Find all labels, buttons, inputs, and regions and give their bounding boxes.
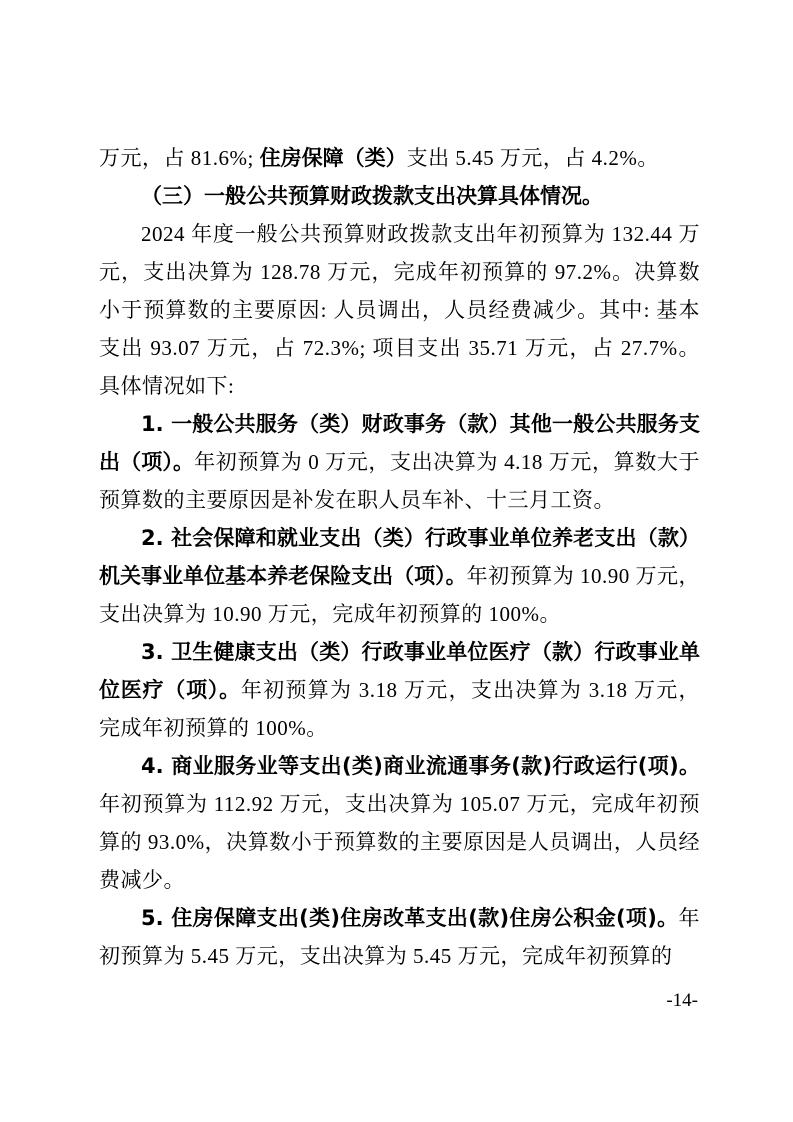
text-run: 年初预算为 10.90 万元，支出决算为 10.90 万元，完成年初预算的 100%。 (99, 564, 701, 626)
paragraph (99, 215, 700, 405)
emphasis-text-run: 4. 商业服务业等支出(类)商业流通事务(款)行政运行(项)。 (141, 754, 700, 778)
page-number: -14- (666, 990, 698, 1011)
paragraph (99, 519, 700, 633)
paragraph (99, 899, 700, 975)
emphasis-text-run: 住房保障（类） (259, 146, 407, 170)
paragraph (99, 139, 700, 177)
text-run: 年初预算为 112.92 万元，支出决算为 105.07 万元，完成年初预算的 93.0%，决算数小于预算数的主要原因是人员调出，人员经费减少。 (99, 792, 700, 892)
emphasis-text-run: 1. 一般公共服务（类）财政事务（款）其他一般公共服务支出（项）。 (99, 412, 700, 474)
text-run: 年初预算为 0 万元，支出决算为 4.18 万元，算数大于预算数的主要原因是补发在职人员车补、十三月工资。 (99, 450, 701, 512)
emphasis-text-run: 3. 卫生健康支出（类）行政事业单位医疗（款）行政事业单位医疗（项）。 (99, 640, 700, 702)
text-run: 年初预算为 3.18 万元，支出决算为 3.18 万元，完成年初预算的 100%。 (99, 678, 701, 740)
paragraph (99, 405, 700, 519)
paragraph (99, 747, 700, 899)
paragraph (99, 633, 700, 747)
emphasis-text-run: 2. 社会保障和就业支出（类）行政事业单位养老支出（款）机关事业单位基本养老保险支出（项）。 (99, 526, 700, 588)
text-run: 2024 年度一般公共预算财政拨款支出年初预算为 132.44 万元，支出决算为 128.78 万元，完成年初预算的 97.2%。决算数小于预算数的主要原因: 人员调出，人员经费减少。其中: 基本支出 93.07 万元，占 72.3%; 项目支出 35.71 万元，占 27.7%。具体情况如下: (99, 222, 700, 398)
emphasis-text-run: （三）一般公共预算财政拨款支出决算具体情况。 (141, 184, 603, 208)
emphasis-text-run: 5. 住房保障支出(类)住房改革支出(款)住房公积金(项)。 (141, 906, 679, 930)
text-run: 年初预算为 5.45 万元，支出决算为 5.45 万元，完成年初预算的 (99, 906, 700, 968)
document-body (99, 139, 700, 975)
text-run: 万元，占 81.6%; (99, 146, 260, 170)
text-run: 支出 5.45 万元，占 4.2%。 (406, 146, 659, 170)
paragraph (99, 177, 700, 215)
